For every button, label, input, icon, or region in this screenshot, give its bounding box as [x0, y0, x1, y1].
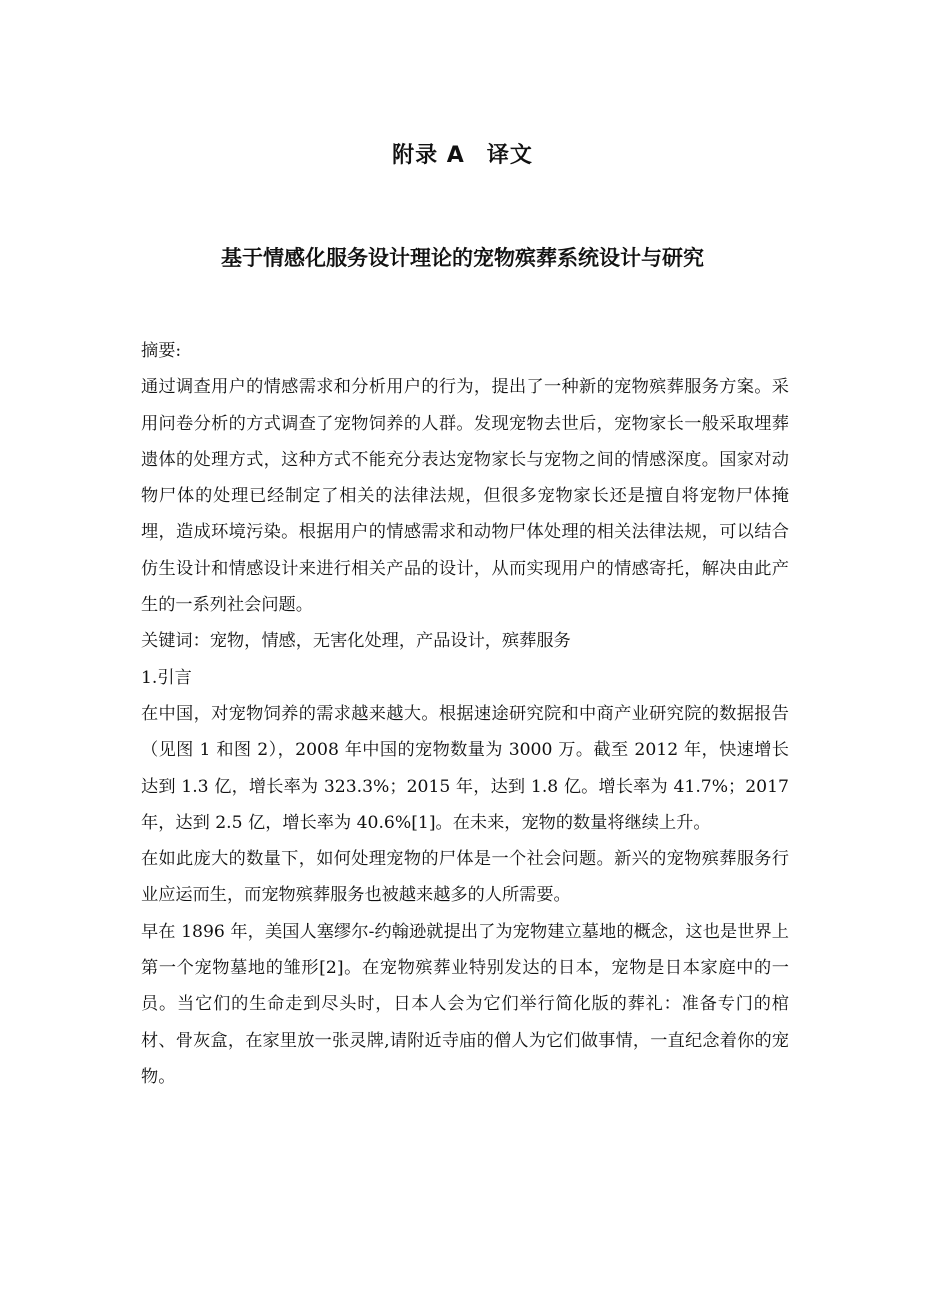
abstract-text: 通过调查用户的情感需求和分析用户的行为，提出了一种新的宠物殡葬服务方案。采用问卷分析的方式调查了宠物饲养的人群。发现宠物去世后，宠物家长一般采取埋葬遗体的处理方式，这种方式不能充分表达宠物家长与宠物之间的情感深度。国家对动物尸体的处理已经制定了相关的法律法规，但很多宠物家长还是擅自将宠物尸体掩埋，造成环境污染。根据用户的情感需求和动物尸体处理的相关法律法规，可以结合仿生设计和情感设计来进行相关产品的设计，从而实现用户的情感寄托，解决由此产生的一系列社会问题。	[141, 377, 789, 616]
body-paragraph: 早在 1896 年，美国人塞缪尔-约翰逊就提出了为宠物建立墓地的概念，这也是世界上第一个宠物墓地的雏形[2]。在宠物殡葬业特别发达的日本，宠物是日本家庭中的一员。当它们的生命走到尽头时，日本人会为它们举行简化版的葬礼：准备专门的棺材、骨灰盒，在家里放一张灵牌,请附近寺庙的僧人为它们做事情，一直纪念着你的宠物。	[141, 921, 789, 1087]
body-paragraph: 在如此庞大的数量下，如何处理宠物的尸体是一个社会问题。新兴的宠物殡葬服务行业应运而生，而宠物殡葬服务也被越来越多的人所需要。	[141, 849, 789, 906]
appendix-label: 附录 A	[392, 143, 465, 168]
section-heading: 1.引言	[141, 667, 192, 688]
paper-title: 基于情感化服务设计理论的宠物殡葬系统设计与研究	[221, 246, 704, 270]
body-paragraph: 在中国，对宠物饲养的需求越来越大。根据速途研究院和中商产业研究院的数据报告（见图 1 和图 2），2008 年中国的宠物数量为 3000 万。截至 2012 年，快速增长达到 1.3 亿，增长率为 323.3%；2015 年，达到 1.8 亿。增长率为 41.7%；2017 年，达到 2.5 亿，增长率为 40.6%[1]。在未来，宠物的数量将继续上升。	[141, 703, 789, 833]
keywords-line: 关键词：宠物，情感，无害化处理，产品设计，殡葬服务	[141, 631, 571, 652]
abstract-heading: 摘要:	[141, 341, 182, 361]
appendix-heading	[0, 140, 925, 172]
appendix-title: 译文	[486, 143, 533, 168]
document-body	[141, 333, 789, 1095]
